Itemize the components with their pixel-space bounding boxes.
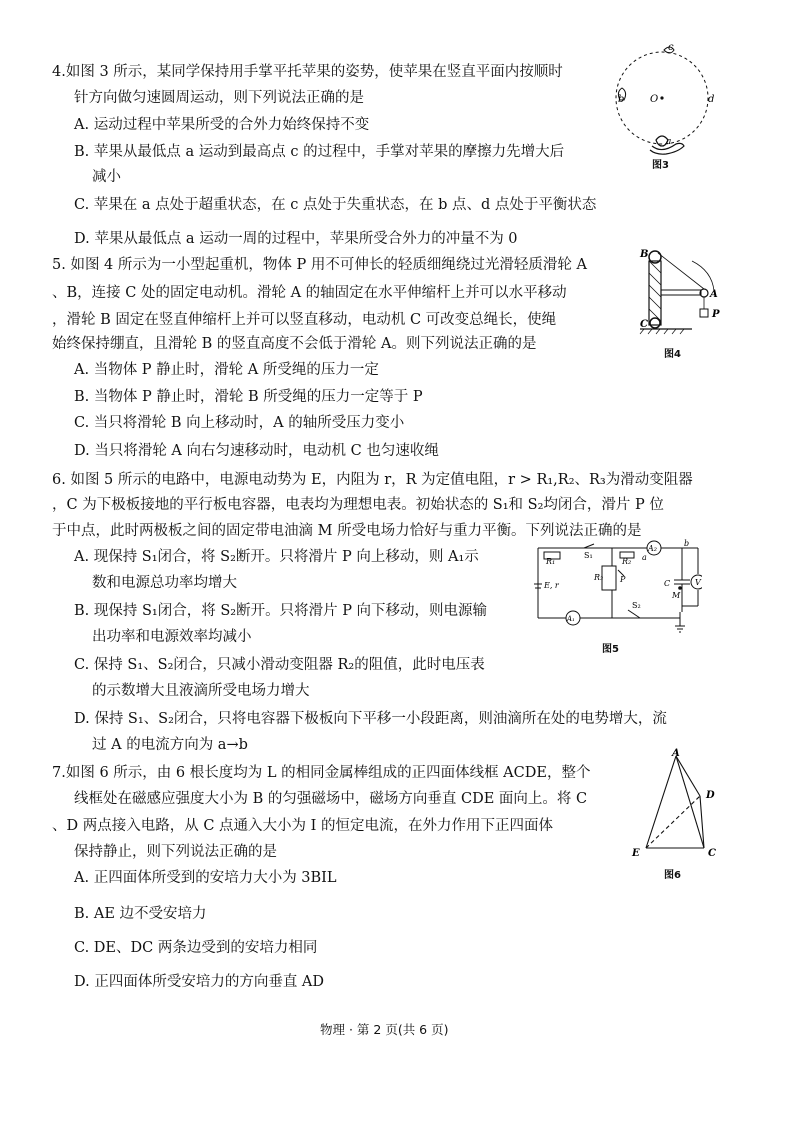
question-5-option-d: D. 当只将滑轮 A 向右匀速移动时，电动机 C 也匀速收绳 — [74, 443, 439, 459]
question-5-option-b: B. 当物体 P 静止时，滑轮 B 所受绳的压力一定等于 P — [74, 389, 423, 405]
question-7-stem-line-4: 保持静止，则下列说法正确的是 — [74, 844, 277, 860]
fig5-label-p: P — [620, 575, 626, 584]
question-5-stem-line-1: 5. 如图 4 所示为一小型起重机，物体 P 用不可伸长的轻质细绳绕过光滑轻质滑轮 A — [52, 257, 587, 273]
question-7-stem-line-2: 线框处在磁感应强度大小为 B 的匀强磁场中，磁场方向垂直 CDE 面向上。将 C — [74, 791, 588, 807]
question-4-option-d: D. 苹果从最低点 a 运动一周的过程中，苹果所受合外力的冲量不为 0 — [74, 231, 518, 247]
fig5-label-s2: S₂ — [632, 601, 641, 610]
fig5-label-s1: S₁ — [584, 551, 593, 560]
fig5-label-b: b — [684, 539, 690, 548]
question-5-stem-line-4: 始终保持绷直，且滑轮 B 的竖直高度不会低于滑轮 A。则下列说法正确的是 — [52, 336, 537, 352]
fig3-label-d: d — [708, 94, 715, 105]
question-6-option-b-cont: 出功率和电源效率均减小 — [92, 629, 252, 645]
question-5-stem-line-2: 、B，连接 C 处的固定电动机。滑轮 A 的轴固定在水平伸缩杆上并可以水平移动 — [52, 285, 567, 301]
fig6-label-d: D — [706, 790, 715, 801]
figure-6-tetrahedron — [626, 748, 726, 858]
question-7-option-a: A. 正四面体所受到的安培力大小为 3BIL — [74, 870, 337, 886]
question-5-option-a: A. 当物体 P 静止时，滑轮 A 所受绳的压力一定 — [74, 362, 379, 378]
fig3-label-c: c — [668, 42, 674, 53]
fig5-label-c: C — [664, 579, 671, 588]
figure-5-circuit — [532, 536, 702, 636]
question-7-option-b: B. AE 边不受安培力 — [74, 906, 207, 922]
question-4-option-b-cont: 减小 — [92, 169, 121, 185]
question-6-option-c-cont: 的示数增大且液滴所受电场力增大 — [92, 683, 310, 699]
question-4-option-c: C. 苹果在 a 点处于超重状态，在 c 点处于失重状态，在 b 点、d 点处于平衡状态 — [74, 197, 597, 213]
figure-3-caption: 图3 — [652, 160, 669, 171]
question-5-option-c: C. 当只将滑轮 B 向上移动时，A 的轴所受压力变小 — [74, 415, 405, 431]
question-6-stem-line-2: ，C 为下极板接地的平行板电容器，电表均为理想电表。初始状态的 S₁和 S₂均闭合，滑片 P 位 — [52, 497, 664, 513]
fig4-label-a: A — [710, 289, 718, 300]
fig3-label-b: b — [618, 94, 625, 105]
fig5-label-v: V — [695, 578, 701, 587]
question-7-option-d: D. 正四面体所受安培力的方向垂直 AD — [74, 974, 325, 990]
question-6-stem-line-1: 6. 如图 5 所示的电路中，电源电动势为 E，内阻为 r，R 为定值电阻，r > R₁,R₂、R₃为滑动变阻器 — [52, 472, 693, 488]
fig5-label-er: E, r — [544, 581, 559, 590]
fig3-label-a: a — [666, 137, 672, 147]
fig6-label-e: E — [632, 848, 640, 858]
fig3-label-o: O — [650, 94, 659, 105]
question-6-option-d: D. 保持 S₁、S₂闭合，只将电容器下极板向下平移一小段距离，则油滴所在处的电势增大，流 — [74, 711, 667, 727]
question-6-option-d-cont: 过 A 的电流方向为 a→b — [92, 737, 248, 753]
question-7-option-c: C. DE、DC 两条边受到的安培力相同 — [74, 940, 318, 956]
page-footer: 物理 · 第 2 页(共 6 页) — [320, 1022, 449, 1037]
fig5-label-r3: R₃ — [594, 573, 604, 582]
question-7-stem-line-1: 7.如图 6 所示，由 6 根长度均为 L 的相同金属棒组成的正四面体线框 ACDE，整个 — [52, 765, 591, 781]
fig4-label-c: C — [640, 319, 648, 330]
question-7-stem-line-3: 、D 两点接入电路，从 C 点通入大小为 I 的恒定电流，在外力作用下正四面体 — [52, 818, 553, 834]
fig5-label-m: M — [672, 591, 681, 600]
fig5-label-a1: A₁ — [567, 615, 575, 623]
question-4-option-a: A. 运动过程中苹果所受的合外力始终保持不变 — [74, 117, 370, 133]
fig6-label-a: A — [672, 748, 680, 759]
question-4-stem-line-2: 针方向做匀速圆周运动，则下列说法正确的是 — [74, 90, 364, 106]
fig6-label-c: C — [708, 848, 716, 858]
question-6-option-b: B. 现保持 S₁闭合，将 S₂断开。只将滑片 P 向下移动，则电源输 — [74, 603, 488, 619]
question-4-stem-line-1: 4.如图 3 所示，某同学保持用手掌平托苹果的姿势，使苹果在竖直平面内按顺时 — [52, 64, 563, 80]
question-4-option-b: B. 苹果从最低点 a 运动到最高点 c 的过程中，手掌对苹果的摩擦力先增大后 — [74, 144, 565, 160]
figure-6-caption: 图6 — [664, 870, 681, 881]
question-6-option-a-cont: 数和电源总功率均增大 — [92, 575, 237, 591]
fig5-label-a2: A₂ — [648, 544, 657, 553]
figure-5-caption: 图5 — [602, 644, 619, 655]
question-6-stem-line-3: 于中点，此时两极板之间的固定带电油滴 M 所受电场力恰好与重力平衡。下列说法正确的是 — [52, 523, 642, 539]
figure-4-caption: 图4 — [664, 349, 681, 360]
question-6-option-a: A. 现保持 S₁闭合，将 S₂断开。只将滑片 P 向上移动，则 A₁示 — [74, 549, 479, 565]
question-5-stem-line-3: ，滑轮 B 固定在竖直伸缩杆上并可以竖直移动，电动机 C 可改变总绳长，使绳 — [52, 312, 557, 328]
fig4-label-b: B — [640, 249, 649, 260]
fig5-label-a: a — [642, 553, 647, 562]
fig5-label-r1: R₁ — [546, 557, 556, 566]
fig4-label-p: P — [712, 309, 720, 320]
fig5-label-r2: R₂ — [622, 557, 632, 566]
figure-4-crane — [632, 243, 732, 343]
question-6-option-c: C. 保持 S₁、S₂闭合，只减小滑动变阻器 R₂的阻值，此时电压表 — [74, 657, 485, 673]
